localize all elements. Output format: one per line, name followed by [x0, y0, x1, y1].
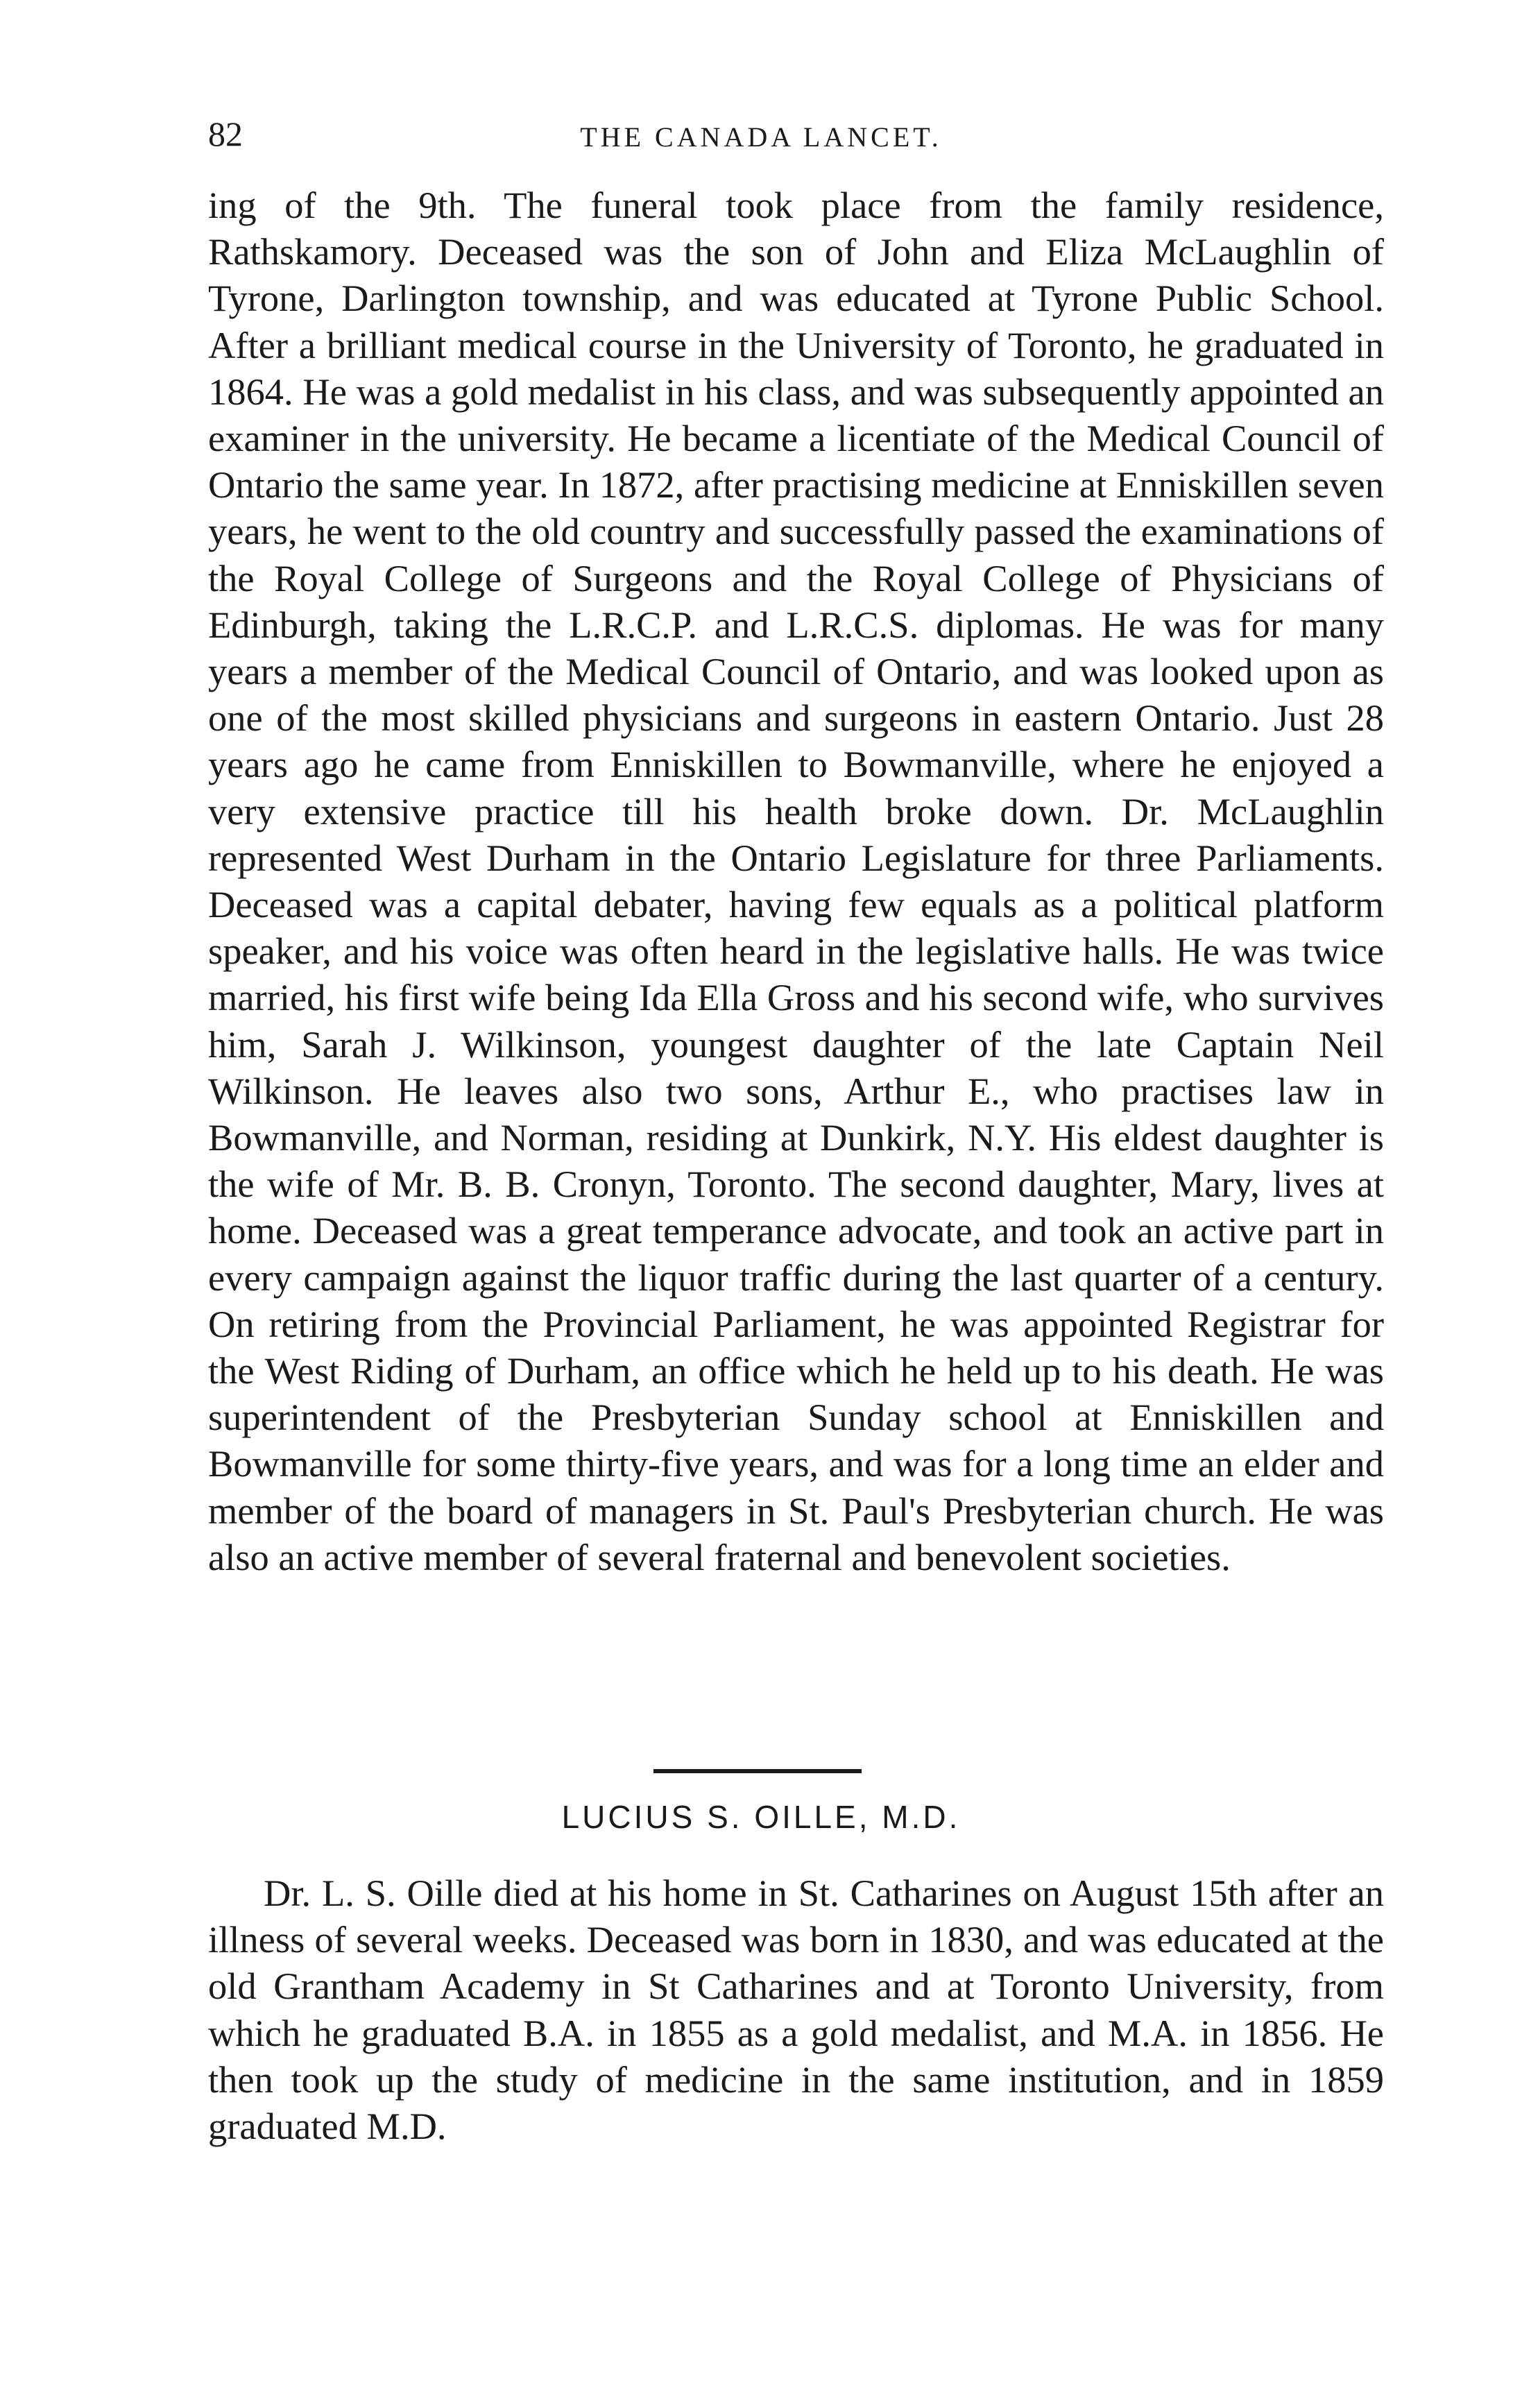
running-head: THE CANADA LANCET.: [580, 121, 942, 153]
obituary-paragraph: Dr. L. S. Oille died at his home in St. Catharines on August 15th after an illness of several weeks. Deceased was born in 1830, and was educated at the old Grantham Academy in St Catharines and at Toronto University, from which he graduated B.A. in 1855 as a gold medalist, and M.A. in 1856. He then took up the study of medicine in the same institution, and in 1859 graduated M.D.: [208, 1872, 1384, 2148]
page-number: 82: [208, 114, 243, 153]
obituary-paragraph-continued: ing of the 9th. The funeral took place from the family residence, Rathskamory. Deceased was the son of John and Eliza McLaughlin of Tyrone, Darlington township, and was educated at Tyrone Public School. After a brilliant medical course in the University of Toronto, he graduated in 1864. He was a gold medalist in his class, and was subsequently appointed an examiner in the university. He became a licentiate of the Medical Council of Ontario the same year. In 1872, after practising medicine at Enniskillen seven years, he went to the old country and successfully passed the examinations of the Royal College of Surgeons and the Royal College of Physicians of Edinburgh, taking the L.R.C.P. and L.R.C.S. diplomas. He was for many years a member of the Medical Council of Ontario, and was looked upon as one of the most skilled physicians and surgeons in eastern Ontario. Just 28 years ago he came from Enniskillen to Bowmanville, where he enjoyed a very extensive practice till his health broke down. Dr. McLaughlin represented West Durham in the Ontario Legislature for three Parliaments. Deceased was a capital debater, having few equals as a political platform speaker, and his voice was often heard in the legislative halls. He was twice married, his first wife being Ida Ella Gross and his second wife, who survives him, Sarah J. Wilkinson, youngest daughter of the late Captain Neil Wilkinson. He leaves also two sons, Arthur E., who practises law in Bowmanville, and Norman, residing at Dunkirk, N.Y. His eldest daughter is the wife of Mr. B. B. Cronyn, Toronto. The second daughter, Mary, lives at home. Deceased was a great temperance advocate, and took an active part in every campaign against the liquor traffic during the last quarter of a century. On retiring from the Provincial Parliament, he was appointed Registrar for the West Riding of Durham, an office which he held up to his death. He was superintendent of the Presbyterian Sunday school at Enniskillen and Bowmanville for some thirty-five years, and was for a long time an elder and member of the board of managers in St. Paul's Presbyterian church. He was also an active member of several fraternal and benevolent societies.: [208, 184, 1384, 1578]
section-divider-rule: [653, 1769, 862, 1773]
obituary-heading: LUCIUS S. OILLE, M.D.: [561, 1799, 961, 1835]
